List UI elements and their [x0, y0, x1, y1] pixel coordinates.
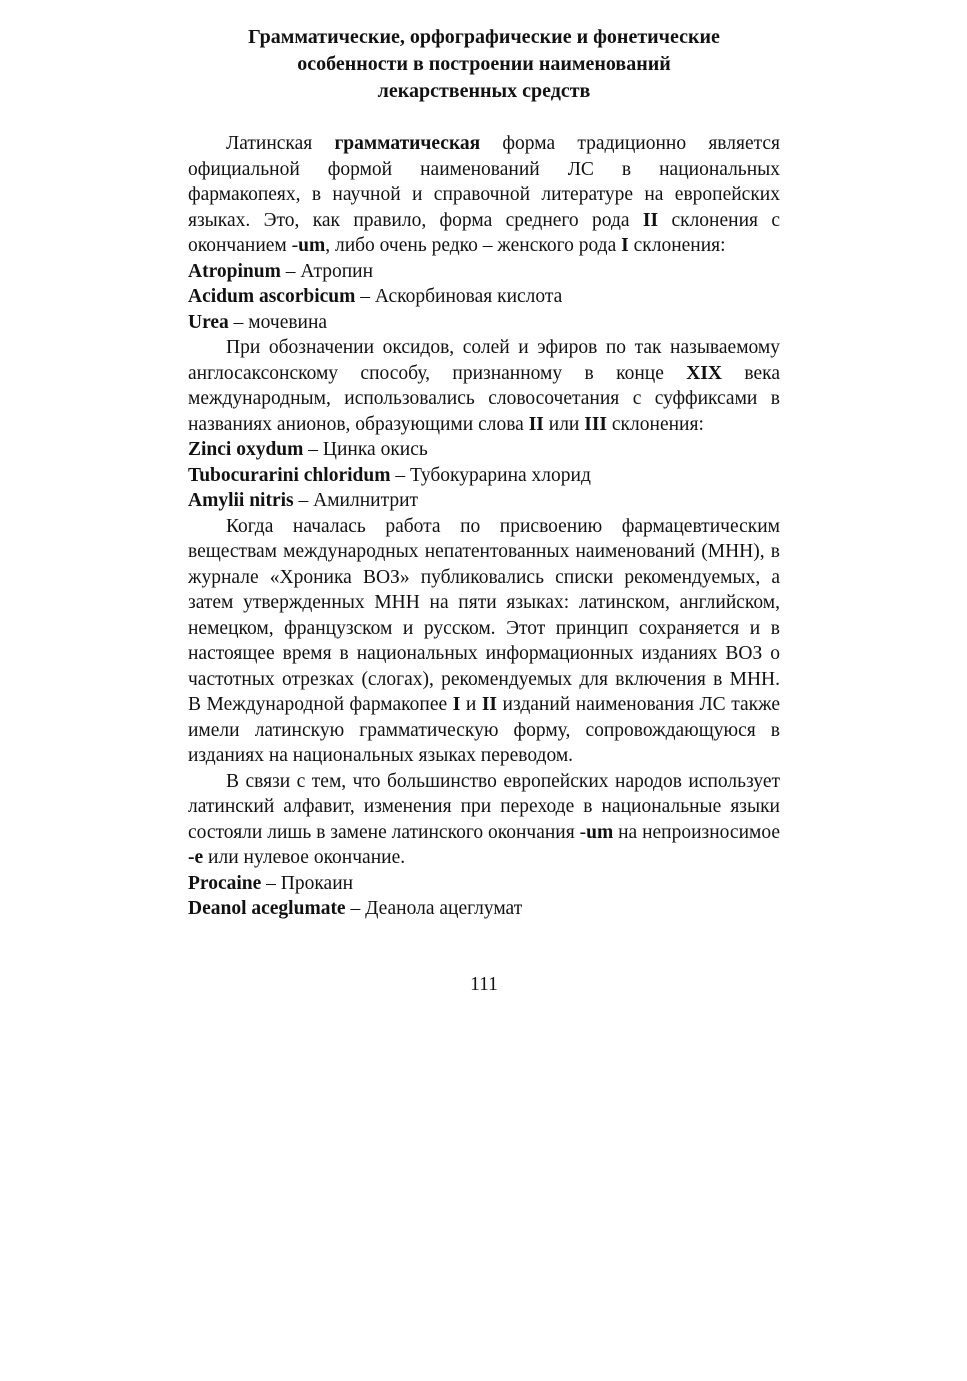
text-run: века международным, использовались словосочетания с суффиксами в названиях анионов, образующими слова	[188, 362, 780, 435]
term-russian: Атропин	[300, 260, 374, 282]
term-latin: Atropinum	[188, 260, 281, 282]
text-run: склонения:	[607, 413, 704, 435]
title-line-1: Грамматические, орфографические и фонетические	[248, 26, 720, 48]
page-number: 111	[470, 974, 498, 995]
text-run: или нулевое окончание.	[203, 847, 406, 868]
roman-numeral: XIX	[686, 362, 723, 384]
term-line	[188, 488, 780, 514]
term-line	[188, 896, 780, 922]
text-run: При обозначении оксидов, солей и эфиров по так называемому англосаксонскому способу, признанному в конце	[188, 337, 780, 384]
section-title	[188, 24, 780, 105]
text-run: изданий наименования ЛС также имели латинскую грамматическую форму, сопровождающуюся в изданиях на национальных языках переводом.	[188, 694, 780, 766]
term-separator: –	[228, 311, 249, 333]
text-run: Когда началась работа по присвоению фармацевтическим веществам международных непатентованных наименований (МНН), в журнале «Хроника ВОЗ» публиковались списки рекомендуемых, а затем утвержденных МНН на пяти языках: латинском, английском, немецком, французском и русском. Этот принцип сохраняется и в настоящее время в национальных информационных изданиях ВОЗ о частотных отрезках (слогах), рекомендуемых для включения в МНН. В Международной фармакопее	[188, 515, 780, 715]
term-russian: Тубокурарина хлорид	[409, 464, 591, 486]
text-run: и	[460, 694, 482, 715]
text-run: на непроизносимое	[613, 821, 780, 843]
term-russian: Прокаин	[280, 872, 354, 894]
title-line-3: лекарственных средств	[377, 80, 591, 102]
ending: um	[298, 235, 326, 256]
roman-numeral: II	[642, 209, 659, 231]
term-separator: –	[280, 260, 301, 282]
term-russian: Деанола ацеглумат	[365, 898, 523, 919]
ending: um	[586, 821, 614, 843]
paragraph-3	[188, 514, 780, 769]
term-latin: Tubocurarini chloridum	[188, 464, 391, 486]
text-run: или	[543, 413, 585, 435]
term-line	[188, 284, 780, 310]
term-latin: Zinci oxydum	[188, 439, 304, 460]
text-run: форма традиционно является официальной формой наименований ЛС в национальных фармакопеях, в научной и справочной литературе на европейских языках. Это, как правило, форма среднего рода	[188, 133, 780, 231]
term-separator: –	[303, 439, 323, 460]
roman-numeral: II	[528, 413, 544, 435]
text-run: склонения:	[628, 235, 726, 256]
paragraph-2	[188, 335, 780, 437]
text-run: склонения с окончанием -	[188, 209, 780, 256]
paragraph-1	[188, 131, 780, 259]
term-russian: Аскорбиновая кислота	[374, 286, 563, 307]
term-latin: Deanol aceglumate	[188, 898, 346, 919]
emphasis: грамматическая	[334, 133, 481, 154]
term-separator: –	[355, 286, 375, 307]
term-line	[188, 437, 780, 463]
term-latin: Procaine	[188, 872, 262, 894]
title-line-2: особенности в построении наименований	[297, 53, 671, 75]
term-russian: Цинка окись	[322, 439, 428, 460]
text-run: , либо очень редко – женского рода	[325, 235, 622, 256]
term-russian: Амилнитрит	[313, 490, 419, 511]
roman-numeral: I	[452, 694, 461, 715]
term-latin: Amylii nitris	[188, 490, 294, 511]
term-separator: –	[293, 490, 314, 511]
term-line	[188, 259, 780, 285]
book-page	[188, 24, 780, 995]
term-line	[188, 871, 780, 897]
term-latin: Acidum ascorbicum	[188, 286, 356, 307]
term-latin: Urea	[188, 311, 229, 333]
roman-numeral: II	[481, 694, 497, 715]
term-line	[188, 310, 780, 336]
ending: -e	[188, 847, 204, 868]
term-separator: –	[261, 872, 281, 894]
paragraph-4	[188, 769, 780, 871]
term-russian: мочевина	[248, 311, 328, 333]
term-separator: –	[390, 464, 410, 486]
text-run: Латинская	[226, 133, 335, 154]
term-line	[188, 463, 780, 489]
text-run: В связи с тем, что большинство европейских народов использует латинский алфавит, изменения при переходе в национальные языки состояли лишь в замене латинского окончания -	[188, 770, 780, 843]
roman-numeral: III	[584, 413, 608, 435]
roman-numeral: I	[621, 235, 629, 256]
term-separator: –	[345, 898, 366, 919]
